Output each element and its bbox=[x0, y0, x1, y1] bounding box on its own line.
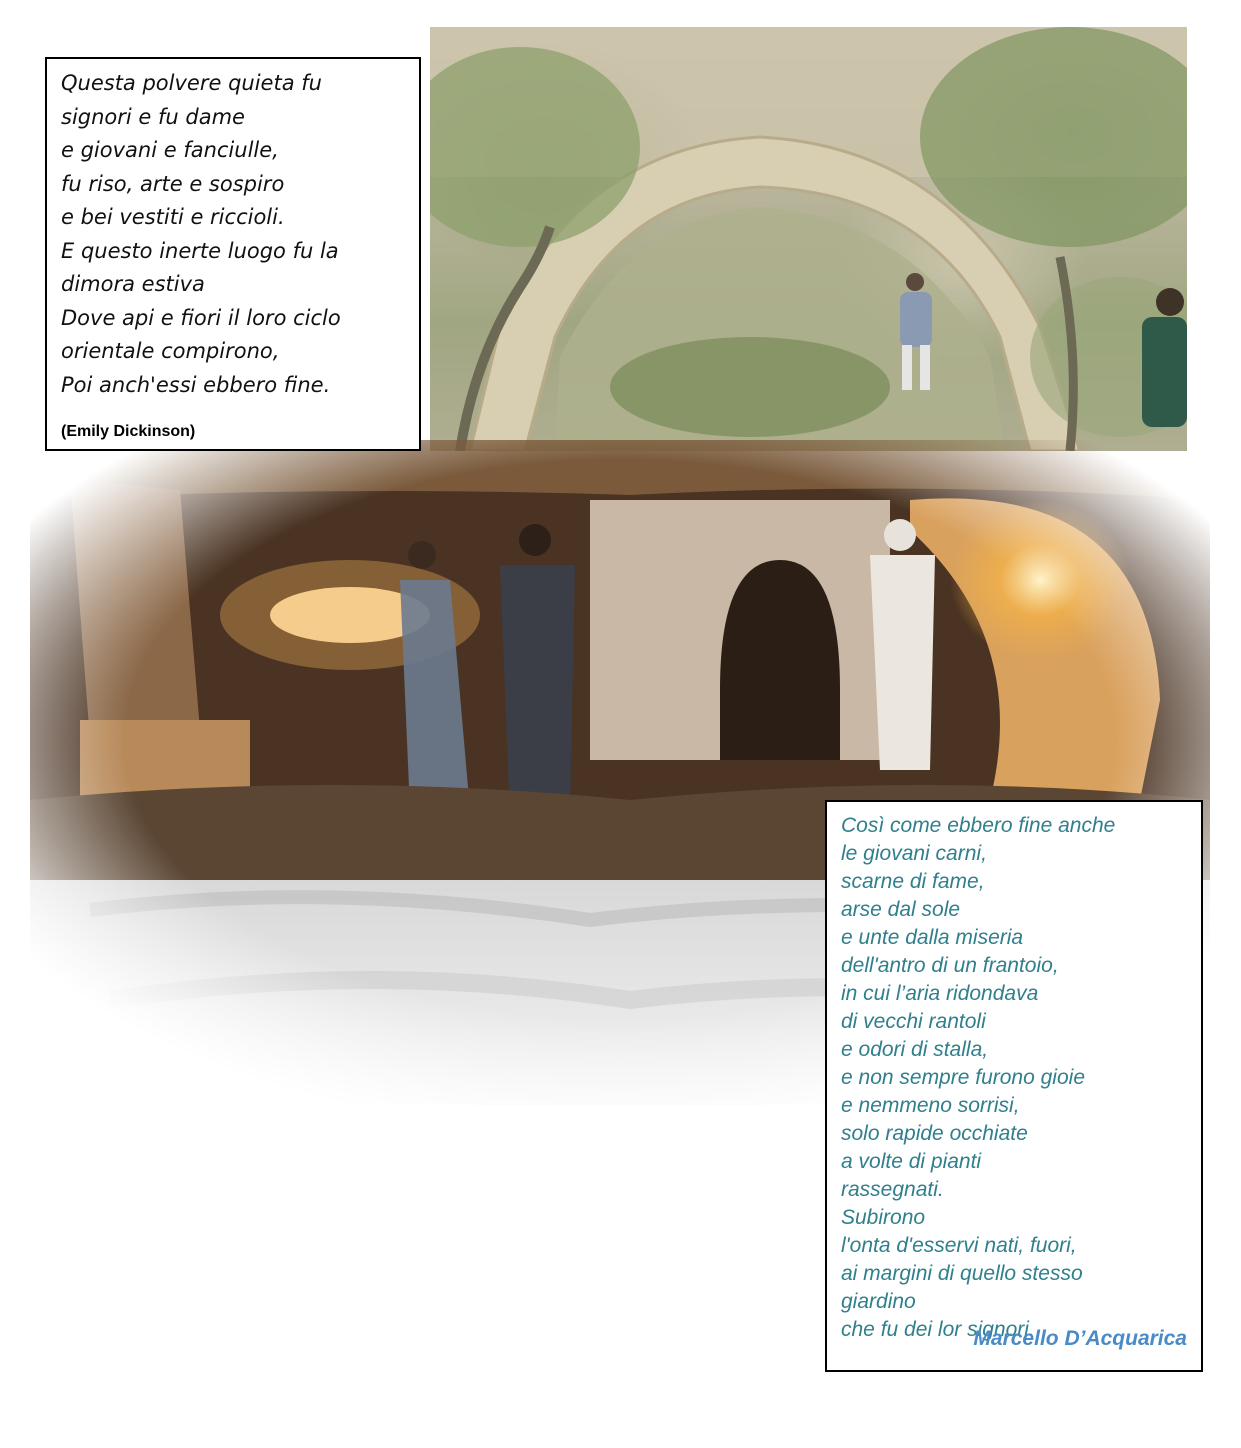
poem-line: di vecchi rantoli bbox=[841, 1010, 986, 1033]
poem-line: orientale compirono, bbox=[61, 339, 280, 363]
poem-line: dell'antro di un frantoio, bbox=[841, 954, 1059, 977]
poem-line: fu riso, arte e sospiro bbox=[61, 171, 285, 196]
poem-line: in cui l’aria ridondava bbox=[841, 982, 1039, 1005]
poem-line: Questa polvere quieta fu bbox=[61, 71, 322, 95]
poem-box-dickinson bbox=[45, 57, 421, 451]
poem-line: Così come ebbero fine anche bbox=[841, 814, 1116, 837]
photo-garden-arch bbox=[430, 27, 1187, 451]
poem-line: a volte di pianti bbox=[841, 1150, 982, 1173]
poem-line: solo rapide occhiate bbox=[841, 1122, 1028, 1145]
poem-line: signori e fu dame bbox=[61, 104, 245, 129]
poem-line: dimora estiva bbox=[61, 272, 205, 296]
poem-line: l'onta d'esservi nati, fuori, bbox=[841, 1234, 1077, 1257]
poem-author-dickinson: (Emily Dickinson) bbox=[61, 423, 196, 440]
poem-author-dacquarica: Marcello D’Acquarica bbox=[973, 1327, 1187, 1350]
poem-line: e nemmeno sorrisi, bbox=[841, 1094, 1020, 1117]
poem-line: Poi anch'essi ebbero fine. bbox=[61, 372, 331, 397]
poem-line: ai margini di quello stesso bbox=[841, 1262, 1083, 1285]
poem-line: giardino bbox=[841, 1290, 916, 1313]
poem-line: E questo inerte luogo fu la bbox=[61, 238, 339, 263]
poem-line: Dove api e fiori il loro ciclo bbox=[61, 305, 341, 330]
poem-line: e unte dalla miseria bbox=[841, 926, 1024, 949]
poem-line: che fu dei lor signori. bbox=[841, 1318, 1035, 1341]
poem-box-dacquarica bbox=[825, 800, 1203, 1372]
poem-line: rassegnati. bbox=[841, 1178, 944, 1201]
poem-line: le giovani carni, bbox=[841, 842, 987, 865]
poem-line: arse dal sole bbox=[841, 898, 961, 921]
poem-line: e bei vestiti e riccioli. bbox=[61, 205, 285, 229]
poem-line: e giovani e fanciulle, bbox=[61, 138, 279, 162]
poem-line: Subirono bbox=[841, 1206, 926, 1229]
poem-lines-dacquarica bbox=[841, 812, 1187, 1344]
poem-line: e odori di stalla, bbox=[841, 1038, 989, 1061]
poem-line: scarne di fame, bbox=[841, 870, 985, 893]
poem-lines-dickinson bbox=[61, 67, 409, 402]
poem-line: e non sempre furono gioie bbox=[841, 1066, 1085, 1089]
